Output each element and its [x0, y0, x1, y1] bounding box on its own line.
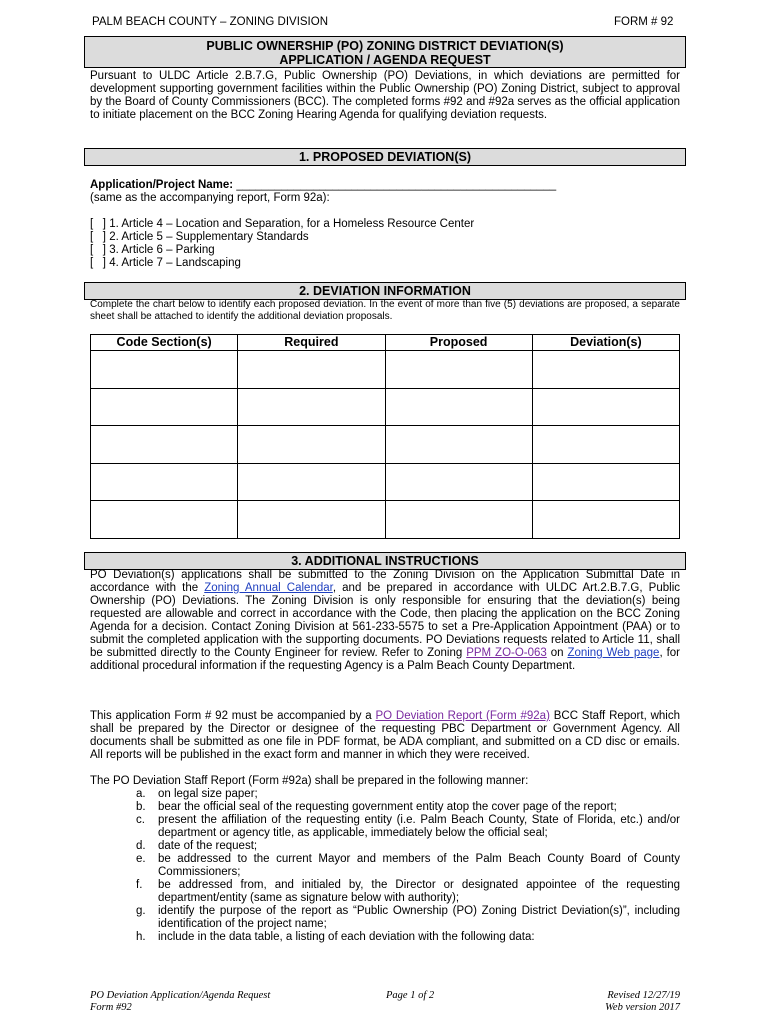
- table-cell[interactable]: [385, 463, 532, 501]
- instructions-text: , and be prepared in accordance with ULDC Art.2.B.7.G, Public Ownership (PO) Deviations. The Zoning Division is only responsible for ensuring that the deviation(s) being requested are allowable and correct in accordance with the Code, then placing the application on the BCC Zoning Agenda for a decision. Contact Zoning Division at 561-233-5575 to set a Pre-Application Appointment (PAA) or to submit the completed application with the supporting documents. PO Deviations requests related to Article 11, shall be submitted directly to the County Engineer for review. Refer to Zoning: [90, 582, 680, 659]
- table-row: [91, 351, 680, 389]
- report-requirements-list: [90, 788, 680, 944]
- revision-date: Revised 12/27/19: [607, 990, 680, 1001]
- table-cell[interactable]: [532, 501, 679, 539]
- page-number: Page 1 of 2: [386, 990, 435, 1001]
- table-cell[interactable]: [91, 501, 238, 539]
- table-cell[interactable]: [385, 351, 532, 389]
- deviation-option-label: 3. Article 6 – Parking: [109, 244, 215, 256]
- list-marker: c.: [136, 814, 145, 826]
- intro-paragraph: Pursuant to ULDC Article 2.B.7.G, Public Ownership (PO) Deviations, in which deviations are permitted for development supporting government facilities within the Public Ownership (PO) Zoning District, subject to approval by the Board of County Commissioners (BCC). The completed forms #92 and #92a serves as the official application to initiate placement on the BCC Zoning Hearing Agenda for qualifying deviation requests.: [90, 70, 680, 121]
- column-header: Proposed: [385, 335, 532, 351]
- table-cell[interactable]: [91, 463, 238, 501]
- form-title: [84, 36, 686, 68]
- column-header: Required: [238, 335, 385, 351]
- table-cell[interactable]: [532, 426, 679, 464]
- application-name-row: [90, 179, 680, 192]
- application-name-field[interactable]: __________________________________________________: [236, 179, 557, 191]
- table-row: [91, 501, 680, 539]
- table-cell[interactable]: [91, 388, 238, 426]
- checkbox[interactable]: [ ]: [90, 218, 106, 230]
- deviation-option-2[interactable]: [90, 231, 309, 244]
- deviation-option-label: 2. Article 5 – Supplementary Standards: [109, 231, 309, 243]
- deviation-note: Complete the chart below to identify each proposed deviation. In the event of more than five (5) deviations are proposed, a separate sheet shall be attached to identify the additional deviation proposals.: [90, 299, 680, 322]
- list-item: [90, 905, 680, 931]
- table-cell[interactable]: [238, 351, 385, 389]
- list-item: [90, 840, 680, 853]
- list-marker: h.: [136, 931, 146, 943]
- list-marker: e.: [136, 853, 146, 865]
- table-cell[interactable]: [385, 426, 532, 464]
- list-marker: b.: [136, 801, 146, 813]
- deviation-option-1[interactable]: [90, 218, 474, 231]
- table-cell[interactable]: [238, 426, 385, 464]
- list-marker: f.: [136, 879, 143, 891]
- application-name-label: Application/Project Name:: [90, 179, 234, 191]
- section3-header: 3. ADDITIONAL INSTRUCTIONS: [84, 552, 686, 570]
- list-text: on legal size paper;: [158, 788, 258, 800]
- instructions-text: PO Deviation(s) applications shall be submitted to the Zoning Division on the Application Submittal Date in accordance with the: [90, 569, 680, 594]
- footer-form-title: PO Deviation Application/Agenda Request: [90, 990, 271, 1001]
- form-title-line1: PUBLIC OWNERSHIP (PO) ZONING DISTRICT DEVIATION(S): [206, 39, 564, 53]
- table-cell[interactable]: [385, 501, 532, 539]
- instructions-paragraph-2: [90, 710, 680, 762]
- section2-header: 2. DEVIATION INFORMATION: [84, 282, 686, 300]
- table-cell[interactable]: [238, 463, 385, 501]
- table-row: [91, 426, 680, 464]
- list-item: [90, 931, 680, 944]
- deviation-option-label: 4. Article 7 – Landscaping: [109, 257, 241, 269]
- list-text: be addressed to the current Mayor and members of the Palm Beach County Board of County Commissioners;: [158, 853, 680, 878]
- list-item: [90, 853, 680, 879]
- list-item: [90, 879, 680, 905]
- header-form-number: FORM # 92: [614, 16, 674, 28]
- instructions-text: BCC Staff Report, which shall be prepared by the Director or designee of the requesting PBC Department or Government Agency. All documents shall be submitted as one file in PDF format, be ADA compliant, and submitted on a CD disc or emails. All reports will be published in the exact form and manner in which they were received.: [90, 710, 680, 761]
- instructions-text: , for additional procedural information if the requesting Agency is a Palm Beach County Department.: [90, 647, 680, 672]
- form-title-line2: APPLICATION / AGENDA REQUEST: [279, 53, 491, 67]
- list-text: present the affiliation of the requesting entity (i.e. Palm Beach County, State of Florida, etc.) and/or department or agency title, as applicable, immediately below the official seal;: [158, 814, 680, 839]
- list-item: [90, 814, 680, 840]
- table-cell[interactable]: [238, 501, 385, 539]
- section1-header: 1. PROPOSED DEVIATION(S): [84, 148, 686, 166]
- ppm-link[interactable]: PPM ZO-O-063: [466, 647, 547, 659]
- list-item: [90, 788, 680, 801]
- checkbox[interactable]: [ ]: [90, 244, 106, 256]
- instructions-text: on: [546, 647, 568, 659]
- list-text: identify the purpose of the report as “Public Ownership (PO) Zoning District Deviation(s)”, including identification of the project name;: [158, 905, 680, 930]
- zoning-web-page-link[interactable]: Zoning Web page: [567, 647, 660, 659]
- table-cell[interactable]: [385, 388, 532, 426]
- footer-form-number: Form #92: [90, 1002, 132, 1013]
- list-text: include in the data table, a listing of each deviation with the following data:: [158, 931, 535, 943]
- checkbox[interactable]: [ ]: [90, 257, 106, 269]
- table-cell[interactable]: [532, 388, 679, 426]
- instructions-paragraph-3: The PO Deviation Staff Report (Form #92a) shall be prepared in the following manner:: [90, 775, 529, 787]
- table-cell[interactable]: [532, 351, 679, 389]
- column-header: Code Section(s): [91, 335, 238, 351]
- deviation-option-label: 1. Article 4 – Location and Separation, for a Homeless Resource Center: [109, 218, 475, 230]
- deviation-table: [90, 334, 680, 539]
- application-name-note: (same as the accompanying report, Form 92a):: [90, 192, 330, 204]
- checkbox[interactable]: [ ]: [90, 231, 106, 243]
- table-row: [91, 463, 680, 501]
- list-text: be addressed from, and initialed by, the Director or designated appointee of the requesting department/entity (same as signature below with authority);: [158, 879, 680, 904]
- zoning-calendar-link[interactable]: Zoning Annual Calendar: [204, 582, 333, 594]
- header-division: PALM BEACH COUNTY – ZONING DIVISION: [92, 16, 329, 28]
- footer-right: [560, 990, 680, 1014]
- deviation-report-link[interactable]: PO Deviation Report (Form #92a): [375, 710, 550, 722]
- table-header-row: [91, 335, 680, 351]
- deviation-option-3[interactable]: [90, 244, 215, 257]
- table-cell[interactable]: [91, 351, 238, 389]
- table-cell[interactable]: [91, 426, 238, 464]
- list-marker: d.: [136, 840, 146, 852]
- column-header: Deviation(s): [532, 335, 679, 351]
- deviation-option-4[interactable]: [90, 257, 241, 270]
- table-cell[interactable]: [238, 388, 385, 426]
- instructions-paragraph-1: [90, 569, 680, 673]
- list-marker: g.: [136, 905, 146, 917]
- footer-left: [90, 990, 270, 1014]
- table-row: [91, 388, 680, 426]
- web-version: Web version 2017: [605, 1002, 680, 1013]
- list-text: bear the official seal of the requesting government entity atop the cover page of the report;: [158, 801, 617, 813]
- table-cell[interactable]: [532, 463, 679, 501]
- list-marker: a.: [136, 788, 146, 800]
- list-text: date of the request;: [158, 840, 258, 852]
- instructions-text: This application Form # 92 must be accompanied by a: [90, 710, 376, 722]
- list-item: [90, 801, 680, 814]
